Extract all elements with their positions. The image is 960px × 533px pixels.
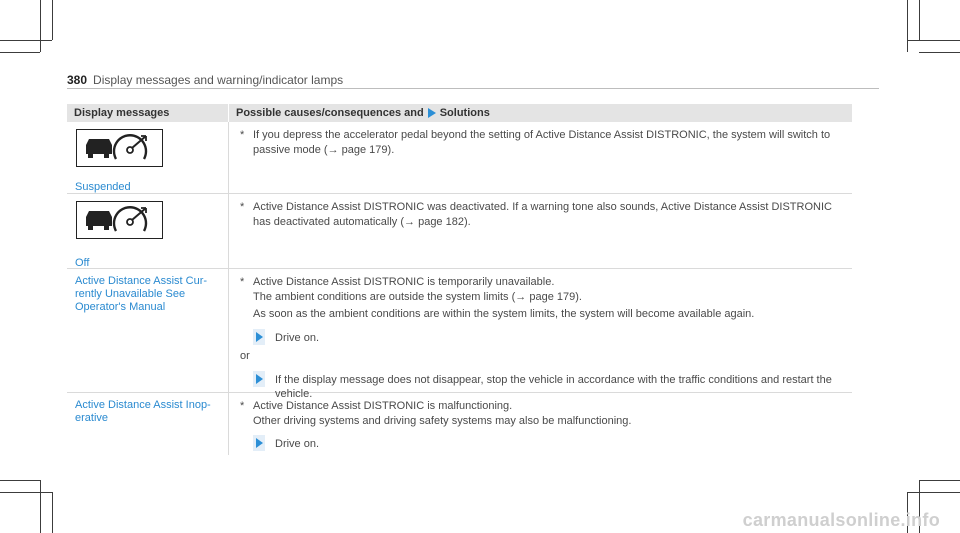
cause-cell [228, 122, 852, 193]
cause-cell [228, 269, 852, 400]
step-arrow-icon [253, 329, 265, 345]
message-label: Off [75, 257, 90, 269]
solution-arrow-icon [428, 108, 436, 118]
page-title: Display messages and warning/indicator lamps [93, 73, 344, 87]
message-label-line: erative [75, 412, 109, 424]
crop-mark [919, 52, 960, 53]
cause-paragraph: Other driving systems and driving safety systems may also be malfunctioning. [253, 414, 632, 427]
message-label-line: Active Distance Assist Cur- [75, 275, 208, 287]
page-number: 380 [67, 73, 88, 87]
crop-mark [907, 492, 960, 493]
cause-item [240, 200, 852, 229]
cause-cell [228, 393, 852, 455]
step-text: Drive on. [275, 331, 320, 344]
footnote-star: * [240, 400, 245, 412]
cause-text: Active Distance Assist DISTRONIC is temporarily unavailable. [253, 276, 555, 288]
cause-text: Active Distance Assist DISTRONIC is malfunctioning. [253, 400, 513, 412]
message-label-line: Active Distance Assist Inop- [75, 399, 211, 411]
crop-mark [919, 480, 960, 481]
footnote-star: * [240, 276, 245, 288]
table-row [67, 194, 852, 269]
crop-mark [40, 0, 41, 52]
cause-item [240, 275, 852, 290]
crop-mark [919, 0, 920, 40]
table-row [67, 122, 852, 194]
message-cell [67, 122, 228, 193]
message-label-line: Operator's Manual [75, 301, 166, 313]
cause-cell [228, 194, 852, 268]
crop-mark [0, 40, 52, 41]
table-row [67, 269, 852, 400]
step-text: Drive on. [275, 438, 320, 450]
crop-mark [907, 0, 908, 52]
crop-mark [52, 492, 53, 533]
col-header-solutions-text: Solutions [439, 107, 490, 119]
header-divider [67, 88, 879, 89]
step-arrow-icon [253, 371, 265, 387]
cause-item [240, 128, 852, 157]
or-separator: or [240, 350, 250, 362]
table-row [67, 393, 852, 455]
distronic-icon [76, 201, 163, 239]
crop-mark [0, 480, 40, 481]
table-header [67, 104, 852, 122]
message-cell [67, 393, 228, 455]
cause-paragraph: As soon as the ambient conditions are within the system limits, the system will become available again. [253, 308, 755, 320]
solution-step [253, 435, 852, 452]
col-header-causes-text: Possible causes/consequences and [236, 107, 424, 119]
step-arrow-icon [253, 435, 265, 451]
col-header-causes [228, 104, 852, 122]
message-cell [67, 194, 228, 268]
cause-text: If you depress the accelerator pedal beyond the setting of Active Distance Assist DISTRONIC, the system will switch to passive mode (→ page 179). [253, 129, 831, 156]
cause-paragraph: The ambient conditions are outside the system limits (→ page 179). [253, 290, 582, 303]
distronic-icon [76, 129, 163, 167]
display-messages-table [67, 104, 852, 455]
message-cell [67, 269, 228, 392]
footnote-star: * [240, 129, 245, 141]
crop-mark [0, 52, 40, 53]
cause-item [240, 399, 852, 414]
step-text: If the display message does not disappear, stop the vehicle in accordance with the traffic conditions and restart the vehicle. [275, 373, 832, 400]
col-header-messages: Display messages [74, 107, 170, 119]
message-label: Suspended [75, 181, 131, 193]
solution-step [253, 329, 852, 346]
crop-mark [52, 0, 53, 40]
watermark: carmanualsonline.info [742, 510, 940, 530]
message-label-line: rently Unavailable See [75, 288, 186, 300]
cause-text: Active Distance Assist DISTRONIC was deactivated. If a warning tone also sounds, Active Distance Assist DISTRONIC has deactivated automatically (→ page 182). [253, 201, 832, 228]
page-header [67, 73, 343, 87]
crop-mark [40, 480, 41, 533]
crop-mark [907, 40, 960, 41]
footnote-star: * [240, 201, 245, 213]
crop-mark [0, 492, 52, 493]
